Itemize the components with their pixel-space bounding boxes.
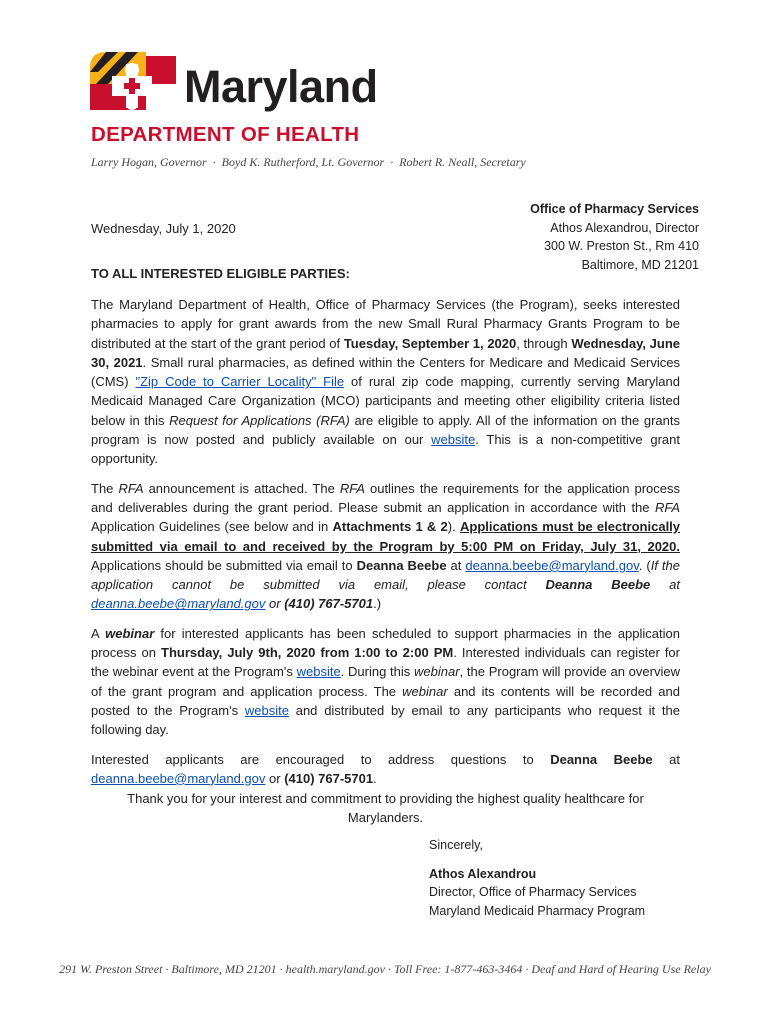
contact-name: Deanna Beebe — [550, 751, 653, 767]
letter-body — [91, 295, 680, 798]
text-run: at — [446, 557, 466, 573]
website-link[interactable]: website — [431, 432, 476, 448]
text-run: The — [91, 480, 119, 496]
text-run: for interested applicants has been scheduled to support pharmacies in the application process on — [91, 625, 680, 661]
separator-dot: · — [212, 155, 216, 169]
text-run: announcement is attached. The — [143, 480, 340, 496]
grant-end-date: Wednesday, June 30, 2021 — [91, 335, 680, 370]
rfa-term: RFA — [118, 480, 144, 496]
department-name: DEPARTMENT OF HEALTH — [91, 123, 360, 146]
text-run: . During this — [340, 664, 415, 680]
sincerely: Sincerely, — [429, 838, 483, 852]
contact-phone: (410) 767-5701 — [284, 770, 374, 786]
brand-wordmark: Maryland — [184, 61, 378, 112]
text-run: , the Program will provide an overview of the grant program and application process. The — [91, 664, 680, 699]
text-run: ). — [447, 519, 460, 535]
webinar-term: webinar — [414, 664, 460, 680]
webinar-term: webinar — [402, 683, 448, 699]
official-secretary: Robert R. Neall, Secretary — [399, 155, 526, 169]
text-run: . — [373, 770, 377, 786]
text-run: . This is a non-competitive grant opportunity. — [91, 432, 680, 467]
rfa-term: RFA — [339, 480, 365, 496]
text-run: outlines the requirements for the application process and deliverables during the grant period. Please submit an application in accordance with the — [91, 480, 681, 515]
paragraph-webinar — [91, 624, 680, 740]
text-run: , through — [516, 335, 572, 351]
text-run: and distributed by email to any participants who request it the following day. — [91, 702, 680, 738]
webinar-term: webinar — [105, 625, 155, 641]
text-run: . Small rural pharmacies, as defined within the Centers for Medicare and Medicaid Services (CMS) — [91, 354, 680, 390]
text-run: The Maryland Department of Health, Office of Pharmacy Services (the Program), seeks interested pharmacies to apply for grant awards from the new Small Rural Pharmacy Grants Program to be distributed at the start of the grant period of — [91, 297, 680, 351]
website-link[interactable]: website — [296, 664, 341, 680]
grant-start-date: Tuesday, September 1, 2020 — [343, 335, 517, 351]
office-name: Office of Pharmacy Services — [530, 202, 699, 216]
official-lt-governor: Boyd K. Rutherford, Lt. Governor — [221, 155, 385, 169]
paragraph-intro — [91, 295, 680, 469]
contact-phone: (410) 767-5701 — [284, 596, 374, 612]
rfa-term: RFA — [654, 499, 680, 515]
text-run-italic: or — [265, 596, 285, 612]
zip-code-file-link[interactable]: "Zip Code to Carrier Locality" File — [135, 374, 345, 390]
contact-email-link[interactable]: deanna.beebe@maryland.gov — [91, 596, 266, 612]
paragraph-questions — [91, 750, 680, 789]
letter-date: Wednesday, July 1, 2020 — [91, 221, 236, 236]
website-link[interactable]: website — [244, 702, 289, 718]
application-deadline: Applications must be electronically submitted via email to and received by the Program by 5:00 PM on Friday, July 31, 2020. — [91, 519, 681, 554]
footer-address: 291 W. Preston Street · Baltimore, MD 21201 · health.maryland.gov · Toll Free: 1-877-463-3464 · Deaf and Hard of Hearing Use Relay — [59, 962, 711, 976]
officials-line — [91, 155, 526, 170]
attachments-reference: Attachments 1 & 2 — [332, 519, 448, 535]
contact-email-link[interactable]: deanna.beebe@maryland.gov — [465, 557, 639, 573]
official-governor: Larry Hogan, Governor — [91, 155, 207, 169]
rfa-title: Request for Applications (RFA) — [169, 412, 350, 428]
contact-email-link[interactable]: deanna.beebe@maryland.gov — [91, 770, 266, 786]
maryland-flag-logo-icon — [90, 50, 182, 112]
text-run: .) — [373, 596, 382, 612]
separator-dot: · — [390, 155, 394, 169]
text-run: . ( — [638, 557, 651, 573]
paragraph-application — [91, 479, 680, 614]
text-run: A — [91, 625, 106, 641]
text-run: . Interested individuals can register for the webinar event at the Program's — [91, 645, 680, 680]
text-run: and its contents will be recorded and posted to the Program's — [91, 683, 680, 718]
office-street: 300 W. Preston St., Rm 410 — [544, 239, 699, 253]
contact-name: Deanna Beebe — [356, 557, 447, 573]
office-address-block — [530, 200, 699, 274]
signature-block — [429, 836, 645, 920]
text-run: Application Guidelines (see below and in — [91, 519, 333, 535]
signer-title: Director, Office of Pharmacy Services — [429, 885, 637, 899]
closing-thanks: Thank you for your interest and commitment to providing the highest quality healthcare for Marylanders. — [127, 791, 644, 826]
text-run-italic: If the application cannot be submitted via email, please contact — [91, 557, 680, 593]
text-run: are eligible to apply. All of the information on the grants program is now posted and publicly available on our — [91, 412, 680, 448]
office-director: Athos Alexandrou, Director — [550, 220, 699, 235]
text-run: or — [265, 770, 285, 786]
text-run-italic: at — [650, 577, 680, 593]
text-run: Applications should be submitted via email to — [91, 557, 357, 573]
salutation: TO ALL INTERESTED ELIGIBLE PARTIES: — [91, 266, 350, 281]
contact-name: Deanna Beebe — [545, 577, 651, 593]
text-run: of rural zip code mapping, currently serving Maryland Medicaid Managed Care Organization (MCO) participants and meeting other eligibility criteria listed below in this — [91, 374, 680, 428]
text-run: Interested applicants are encouraged to address questions to — [91, 751, 551, 767]
signer-program: Maryland Medicaid Pharmacy Program — [429, 903, 646, 918]
office-city: Baltimore, MD 21201 — [581, 257, 699, 272]
signer-name: Athos Alexandrou — [429, 866, 537, 881]
webinar-datetime: Thursday, July 9th, 2020 from 1:00 to 2:00 PM — [161, 645, 454, 661]
text-run: at — [652, 751, 680, 767]
